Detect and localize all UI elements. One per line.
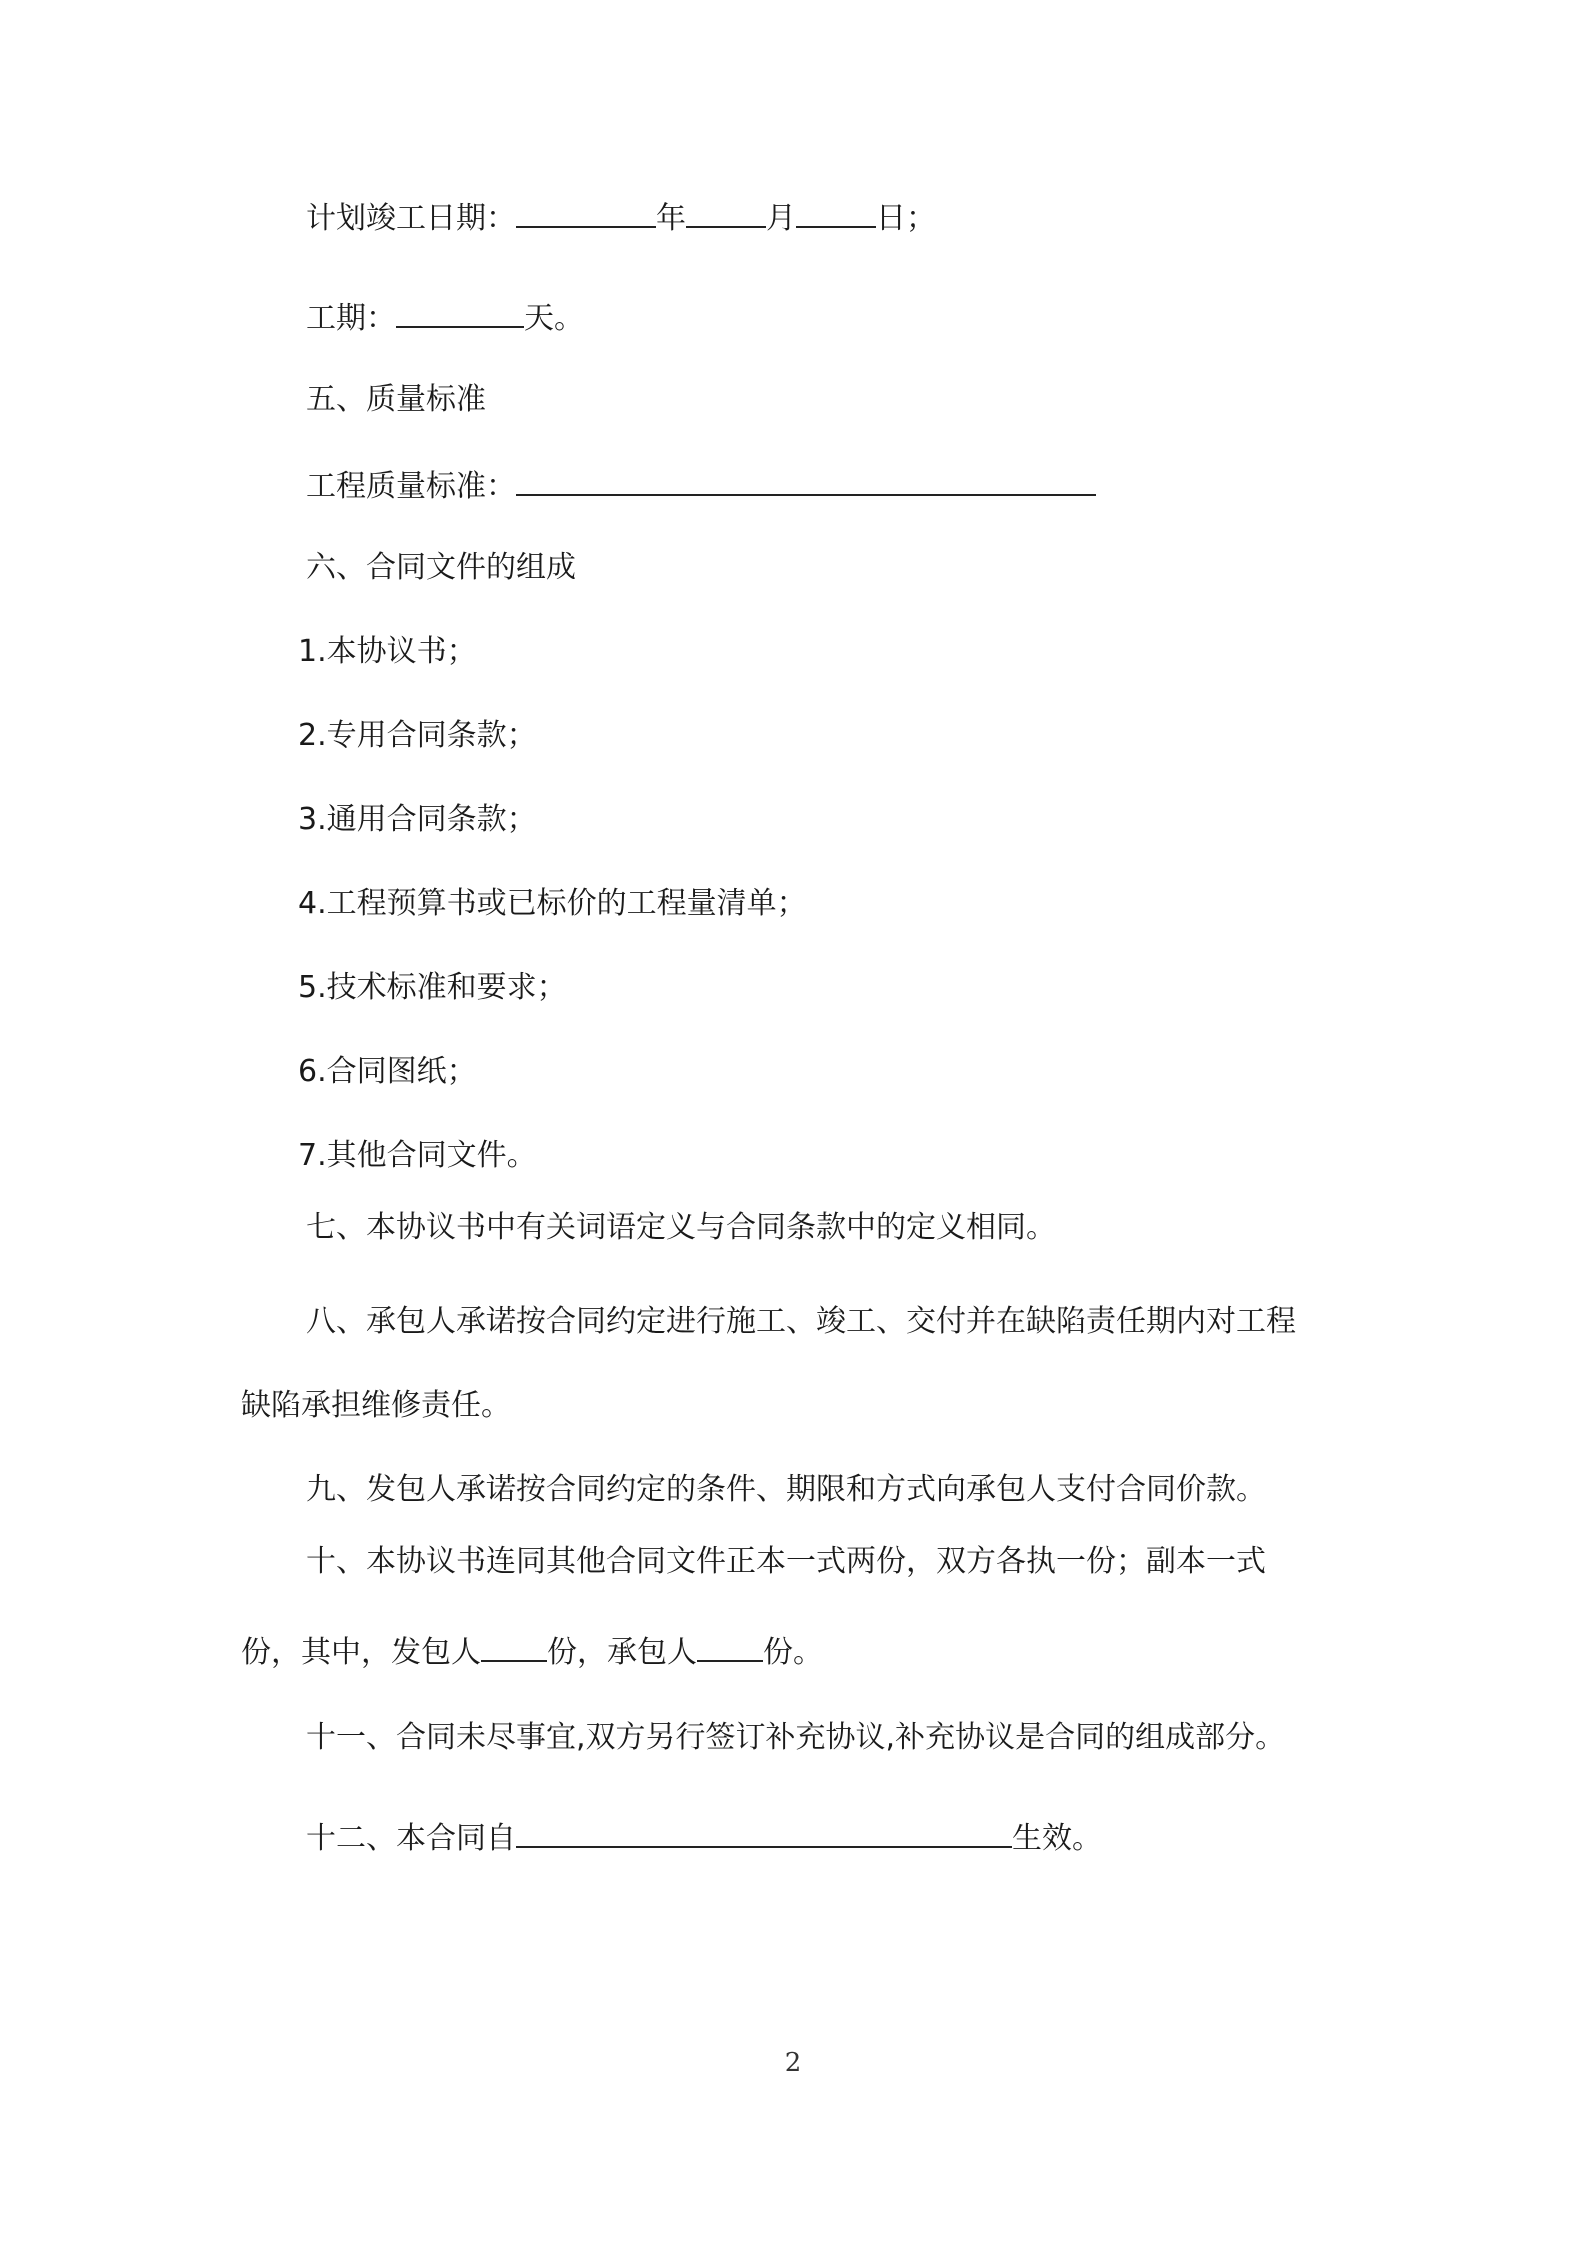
effective-date-line	[306, 1816, 1102, 1859]
effective-prefix: 十二、本合同自	[306, 1821, 516, 1856]
section8-line1: 八、承包人承诺按合同约定进行施工、竣工、交付并在缺陷责任期内对工程	[306, 1304, 1296, 1339]
list-item: 5.技术标准和要求；	[298, 970, 567, 1005]
section6-heading: 六、合同文件的组成	[306, 550, 576, 585]
contractor-copies-blank[interactable]	[697, 1630, 763, 1662]
completion-year-blank[interactable]	[516, 196, 656, 228]
list-item: 4.工程预算书或已标价的工程量清单；	[298, 886, 807, 921]
month-label: 月	[766, 201, 796, 236]
completion-month-blank[interactable]	[686, 196, 766, 228]
duration-unit: 天。	[524, 301, 584, 336]
section10-line1: 十、本协议书连同其他合同文件正本一式两份，双方各执一份；副本一式	[306, 1544, 1266, 1579]
section11-paragraph: 十一、合同未尽事宜,双方另行签订补充协议,补充协议是合同的组成部分。	[306, 1720, 1286, 1755]
duration-line	[306, 296, 584, 339]
copies-text-a: 份，其中，发包人	[241, 1635, 481, 1670]
section10-line2	[241, 1630, 823, 1673]
completion-date-label: 计划竣工日期：	[306, 201, 516, 236]
duration-blank[interactable]	[396, 296, 524, 328]
quality-standard-line	[306, 464, 1096, 507]
list-item: 3.通用合同条款；	[298, 802, 537, 837]
employer-copies-blank[interactable]	[481, 1630, 547, 1662]
list-item: 7.其他合同文件。	[298, 1138, 537, 1173]
page-number: 2	[784, 2048, 802, 2078]
completion-date-line	[306, 196, 936, 239]
copies-text-b: 份，承包人	[547, 1635, 697, 1670]
section5-heading: 五、质量标准	[306, 382, 486, 417]
section8-line2: 缺陷承担维修责任。	[241, 1388, 511, 1423]
effective-date-blank[interactable]	[516, 1816, 1012, 1848]
day-label: 日；	[876, 201, 936, 236]
quality-standard-label: 工程质量标准：	[306, 469, 516, 504]
list-item: 2.专用合同条款；	[298, 718, 537, 753]
effective-suffix: 生效。	[1012, 1821, 1102, 1856]
duration-label: 工期：	[306, 301, 396, 336]
section9-paragraph: 九、发包人承诺按合同约定的条件、期限和方式向承包人支付合同价款。	[306, 1472, 1266, 1507]
year-label: 年	[656, 201, 686, 236]
copies-text-c: 份。	[763, 1635, 823, 1670]
section7-paragraph: 七、本协议书中有关词语定义与合同条款中的定义相同。	[306, 1210, 1056, 1245]
completion-day-blank[interactable]	[796, 196, 876, 228]
list-item: 6.合同图纸；	[298, 1054, 477, 1089]
quality-standard-blank[interactable]	[516, 464, 1096, 496]
list-item: 1.本协议书；	[298, 634, 477, 669]
